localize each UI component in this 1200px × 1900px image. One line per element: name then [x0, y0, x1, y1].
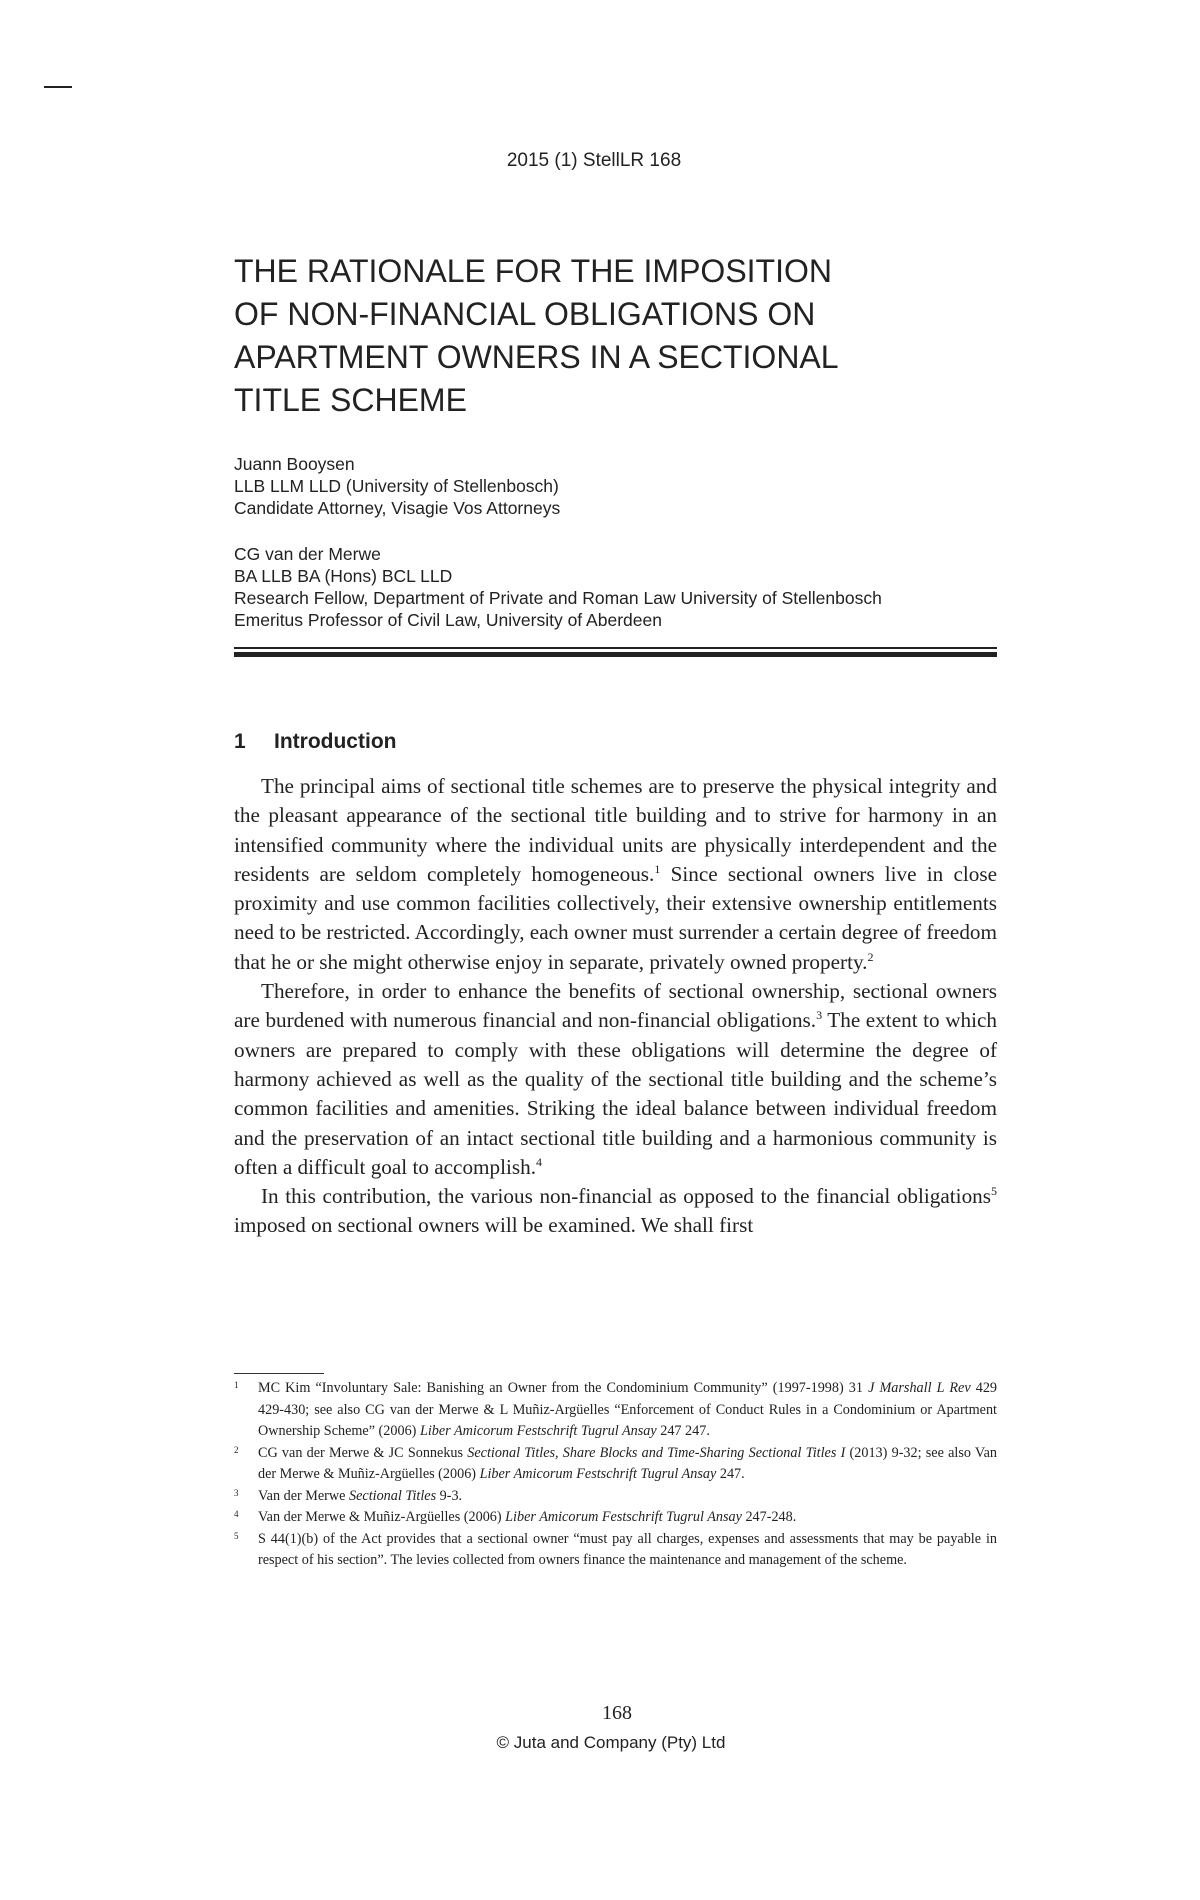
- footnote-citation: Sectional Titles: [349, 1487, 437, 1504]
- footnote-ref[interactable]: 3: [816, 1008, 823, 1023]
- title-line: APARTMENT OWNERS IN A SECTIONAL: [234, 339, 839, 375]
- author-position: Emeritus Professor of Civil Law, University of Aberdeen: [234, 610, 662, 630]
- footnotes: [234, 1378, 997, 1572]
- footnote: [234, 1486, 997, 1508]
- footnote-citation: Liber Amicorum Festschrift Tugrul Ansay: [479, 1466, 717, 1482]
- copyright-notice: © Juta and Company (Pty) Ltd: [496, 1733, 726, 1752]
- footnote-number: 3: [234, 1487, 239, 1498]
- paragraph: [234, 977, 997, 1182]
- footnote-text: 247-248.: [741, 1509, 797, 1525]
- footnote-citation: Liber Amicorum Festschrift Tugrul Ansay: [505, 1509, 742, 1525]
- footnote-separator: [234, 1373, 324, 1374]
- footnote-text: Van der Merwe: [258, 1487, 349, 1504]
- footnote-text: 9-3.: [436, 1487, 463, 1504]
- footnote-ref[interactable]: 1: [654, 861, 661, 876]
- footnote: [234, 1507, 997, 1529]
- footnote-text: 247.: [716, 1466, 745, 1482]
- body-text: [234, 772, 997, 1241]
- paragraph-text: imposed on sectional owners will be examined. We shall first: [234, 1213, 754, 1238]
- paragraph-text: Therefore, in order to enhance the benefits of sectional ownership, sectional owners are burdened with numerous financial and non-financial obligations.: [234, 979, 997, 1033]
- author-name: Juann Booysen: [234, 454, 355, 474]
- footnote-text: CG van der Merwe & JC Sonnekus: [258, 1444, 468, 1461]
- footnote-number: 5: [234, 1530, 239, 1541]
- author-position: Research Fellow, Department of Private and Roman Law University of Stellenbosch: [234, 588, 882, 608]
- author-degrees: LLB LLM LLD (University of Stellenbosch): [234, 476, 559, 496]
- header-rule-thin: [234, 647, 997, 649]
- footnote-citation: J Marshall L Rev: [868, 1380, 971, 1396]
- footnote-text: (2013) 9-32; see also Van der Merwe & Muñiz-Argüelles (2006): [258, 1444, 997, 1482]
- author-name: CG van der Merwe: [234, 544, 381, 564]
- footnote-citation: Liber Amicorum Festschrift Tugrul Ansay: [419, 1423, 657, 1439]
- paragraph: [234, 1182, 997, 1241]
- section-title: Introduction: [274, 730, 397, 753]
- footnote-ref[interactable]: 5: [991, 1184, 997, 1199]
- footnote: [234, 1378, 997, 1443]
- footnote-ref[interactable]: 2: [867, 949, 874, 964]
- title-line: TITLE SCHEME: [234, 382, 467, 418]
- footnote-number: 4: [234, 1509, 239, 1519]
- footnote-number: 1: [234, 1380, 239, 1390]
- paragraph-text: In this contribution, the various non-financial as opposed to the financial obligations: [261, 1184, 991, 1209]
- title-line: OF NON-FINANCIAL OBLIGATIONS ON: [234, 296, 816, 332]
- paragraph-text: The extent to which owners are prepared to comply with these obligations will determine the degree of harmony achieved as well as the quality of the sectional title building and the scheme’s common facilities and amenities. Striking the ideal balance between individual freedom and the preservation of an intact sectional title building and a harmonious community is often a difficult goal to accomplish.: [234, 1008, 997, 1179]
- corner-crop-mark: [44, 86, 72, 88]
- title-line: THE RATIONALE FOR THE IMPOSITION: [234, 253, 832, 289]
- author-position: Candidate Attorney, Visagie Vos Attorneys: [234, 498, 561, 518]
- page-number: 168: [602, 1702, 632, 1724]
- author-degrees: BA LLB BA (Hons) BCL LLD: [234, 566, 453, 586]
- section-heading: [234, 730, 396, 754]
- footnote-text: S 44(1)(b) of the Act provides that a sectional owner “must pay all charges, expenses and assessments that may be payable in respect of his section”. The levies collected from owners finance the maintenance and management of the scheme.: [258, 1530, 997, 1568]
- footnote-text: MC Kim “Involuntary Sale: Banishing an Owner from the Condominium Community” (1997-1998) 31: [258, 1380, 869, 1396]
- paragraph-text: Since sectional owners live in close proximity and use common facilities collectively, their extensive ownership entitlements need to be restricted. Accordingly, each owner must surrender a certain degree of freedom that he or she might otherwise enjoy in separate, privately owned property.: [234, 861, 997, 974]
- footnote-ref[interactable]: 4: [536, 1154, 543, 1169]
- footnote-text: 247 247.: [656, 1423, 710, 1439]
- footnote-text: Van der Merwe & Muñiz-Argüelles (2006): [258, 1509, 506, 1525]
- paragraph-text: The principal aims of sectional title schemes are to preserve the physical integrity and the pleasant appearance of the sectional title building and to strive for harmony in an intensified community where the individual units are physically interdependent and the residents are seldom completely homogeneous.: [234, 774, 997, 886]
- paragraph: [234, 772, 997, 977]
- footnote: [234, 1443, 997, 1486]
- author-block-2: [234, 543, 1034, 631]
- author-block-1: [234, 453, 1034, 519]
- footnote: [234, 1529, 997, 1572]
- section-number: 1: [234, 730, 246, 753]
- footnote-number: 2: [234, 1444, 239, 1455]
- article-title: [234, 250, 1034, 422]
- footnote-text: 429 429-430; see also CG van der Merwe & L Muñiz-Argüelles “Enforcement of Conduct Rules in a Condominium or Apartment Ownership Scheme” (2006): [258, 1380, 998, 1439]
- footnote-citation: Sectional Titles, Share Blocks and Time-Sharing Sectional Titles I: [467, 1444, 846, 1461]
- journal-reference: 2015 (1) StellLR 168: [506, 150, 682, 171]
- header-rule-thick: [234, 652, 997, 657]
